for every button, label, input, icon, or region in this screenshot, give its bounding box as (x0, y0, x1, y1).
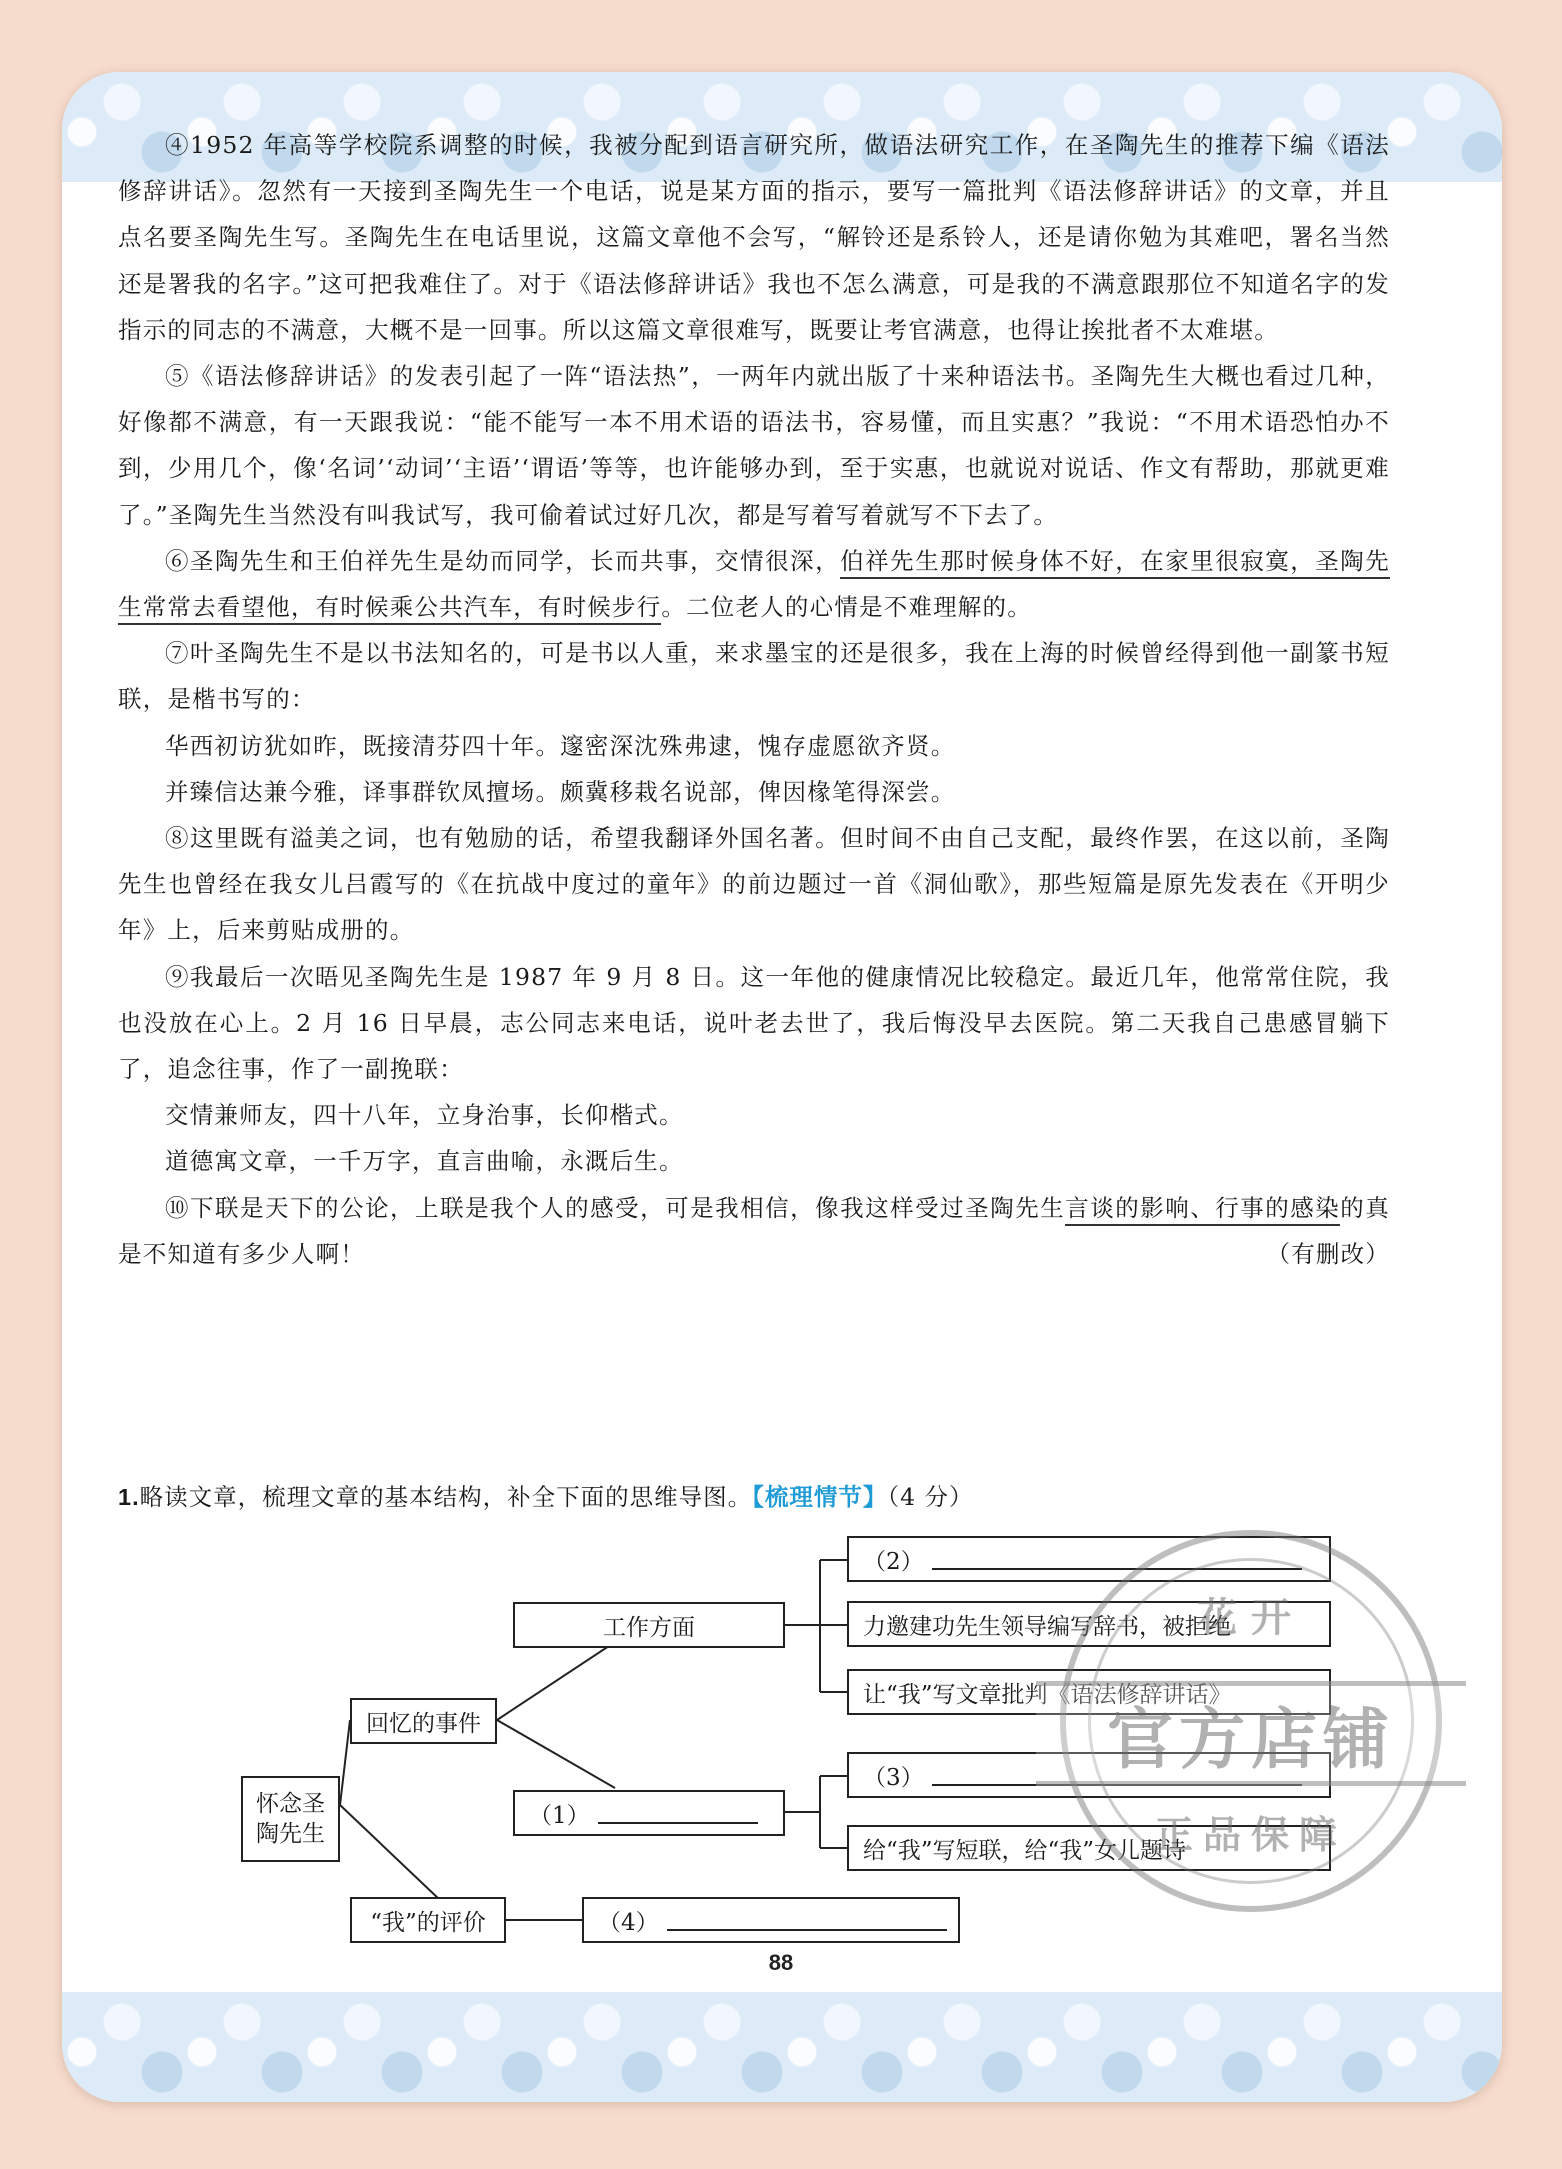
mindmap-work-item-3: 让“我”写文章批判《语法修辞讲话》 (847, 1669, 1331, 1715)
stamp-top-text: 花开 (1197, 1595, 1305, 1641)
paragraph-10-tail: 的真是不知道有多少人啊！ (118, 1193, 1391, 1268)
paragraph-10-underlined-2: 行事的感染 (1215, 1194, 1340, 1226)
page-number: 88 (768, 1950, 794, 1975)
question-score: （4 分） (887, 1483, 974, 1511)
blank-2-label: （2） (863, 1548, 924, 1575)
blank-4-label: （4） (598, 1909, 659, 1936)
mindmap-blank-2[interactable] (847, 1536, 1331, 1582)
paragraph-10-underlined-1: 言谈的影响、 (1065, 1194, 1215, 1226)
source-note: （有删改） (1266, 1239, 1390, 1268)
stamp-bottom-text: 正品保障 (1154, 1813, 1347, 1857)
mindmap-work-node: 工作方面 (513, 1602, 785, 1648)
paragraph-4: ④1952 年高等学校院系调整的时候，我被分配到语言研究所，做语法研究工作，在圣陶先生的推荐下编《语法修辞讲话》。忽然有一天接到圣陶先生一个电话，说是某方面的指示，要写一篇批判《语法修辞讲话》的文章，并且点名要圣陶先生写。圣陶先生在电话里说，这篇文章他不会写，“解铃还是系铃人，还是请你勉为其难吧，署名当然还是署我的名字。”这可把我难住了。对于《语法修辞讲话》我也不怎么满意，可是我的不满意跟那位不知道名字的发指示的同志的不满意，大概不是一回事。所以这篇文章很难写，既要让考官满意，也得让挨批者不太难堪。 (118, 131, 1390, 344)
question-1 (118, 1478, 1390, 1512)
couplet-line: 华西初访犹如昨，既接清芬四十年。邃密深沈殊弗逮，愧存虚愿欲齐贤。 (165, 731, 956, 760)
paragraph-8: ⑧这里既有溢美之词，也有勉励的话，希望我翻译外国名著。但时间不由自己支配，最终作罢，在这以前，圣陶先生也曾经在我女儿吕霞写的《在抗战中度过的童年》的前边题过一首《洞仙歌》，那些短篇是原先发表在《开明少年》上，后来剪贴成册的。 (118, 824, 1390, 945)
mindmap-blank-4[interactable] (582, 1897, 960, 1943)
question-tag: 【梳理情节】 (752, 1483, 888, 1511)
question-text: 略读文章，梳理文章的基本结构，补全下面的思维导图。 (139, 1483, 753, 1511)
elegy-line: 道德寓文章，一千万字，直言曲喻，永溉后生。 (165, 1147, 684, 1176)
blank-4-line[interactable] (667, 1909, 947, 1931)
mindmap-blank-1[interactable] (513, 1790, 785, 1836)
mindmap-root-line2: 陶先生 (256, 1821, 325, 1847)
mindmap-recall-node: 回忆的事件 (350, 1698, 497, 1744)
paragraph-10-lead: ⑩下联是天下的公论，上联是我个人的感受，可是我相信，像我这样受过圣陶先生 (165, 1193, 1066, 1222)
paragraph-7: ⑦叶圣陶先生不是以书法知名的，可是书以人重，来求墨宝的还是很多，我在上海的时候曾经得到他一副篆书短联，是楷书写的： (118, 639, 1390, 714)
mindmap-root (241, 1776, 340, 1862)
paragraph-6-lead: ⑥圣陶先生和王伯祥先生是幼而同学，长而共事，交情很深， (165, 546, 841, 575)
paragraph-6 (118, 538, 1390, 630)
question-number: 1. (118, 1484, 140, 1510)
blank-2-line[interactable] (932, 1548, 1302, 1570)
paragraph-9: ⑨我最后一次晤见圣陶先生是 1987 年 9 月 8 日。这一年他的健康情况比较稳定。最近几年，他常常住院，我也没放在心上。2 月 16 日早晨，志公同志来电话，说叶老去世了，我后悔没早去医院。第二天我自己患感冒躺下了，追念往事，作了一副挽联： (118, 962, 1390, 1084)
paragraph-6-underlined: 伯祥先生那时候身体不好，在家里很寂寞，圣陶先生常常去看望他，有时候乘公共汽车，有时候步行 (118, 547, 1390, 625)
cloud-pattern-footer (62, 1992, 1502, 2102)
blank-3-line[interactable] (932, 1764, 1302, 1786)
paragraph-5: ⑤《语法修辞讲话》的发表引起了一阵“语法热”，一两年内就出版了十来种语法书。圣陶先生大概也看过几种，好像都不满意，有一天跟我说：“能不能写一本不用术语的语法书，容易懂，而且实惠？”我说：“不用术语恐怕办不到，少用几个，像‘名词’‘动词’‘主语’‘谓语’等等，也许能够办到，至于实惠，也就说对说话、作文有帮助，那就更难了。”圣陶先生当然没有叫我试写，我可偷着试过好几次，都是写着写着就写不下去了。 (118, 362, 1390, 529)
blank-1-line[interactable] (598, 1802, 758, 1824)
article-body (118, 122, 1390, 1277)
paragraph-6-tail: 。二位老人的心情是不难理解的。 (661, 593, 1032, 622)
mindmap-root-line1: 怀念圣 (256, 1791, 325, 1817)
stamp-middle-text: 官方店铺 (1036, 1681, 1466, 1786)
elegy-line: 交情兼师友，四十八年，立身治事，长仰楷式。 (165, 1101, 684, 1130)
couplet-line: 并臻信达兼今雅，译事群钦凤擅场。颇冀移栽名说部，俾因椽笔得深尝。 (165, 777, 956, 806)
mindmap-work-item-2: 力邀建功先生领导编写辞书，被拒绝 (847, 1601, 1331, 1647)
blank-3-label: （3） (863, 1764, 924, 1791)
blank-1-label: （1） (529, 1802, 590, 1829)
mindmap-evaluation-node: “我”的评价 (350, 1897, 506, 1943)
mindmap-blank-3[interactable] (847, 1752, 1331, 1798)
mindmap-life-item-2: 给“我”写短联，给“我”女儿题诗 (847, 1825, 1331, 1871)
